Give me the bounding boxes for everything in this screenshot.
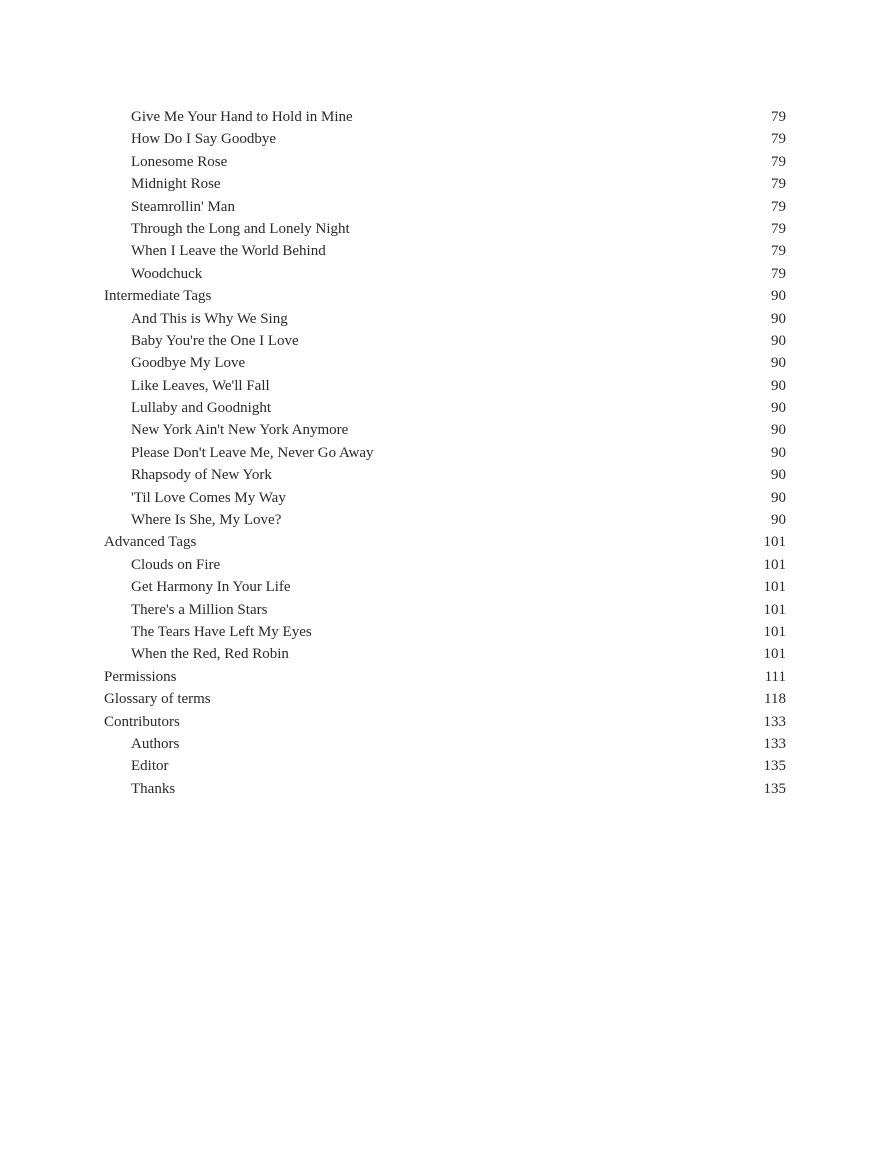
toc-entry-title: Woodchuck xyxy=(131,265,203,282)
toc-entry-page-number: 90 xyxy=(771,332,786,349)
toc-subsection-entry[interactable] xyxy=(104,330,786,352)
toc-entry-page-number: 79 xyxy=(771,220,786,237)
toc-entry-title: Give Me Your Hand to Hold in Mine xyxy=(131,109,353,125)
toc-entry-page-number: 90 xyxy=(771,310,786,327)
toc-entry-page-number: 79 xyxy=(771,198,786,215)
toc-entry-page-number: 79 xyxy=(771,265,786,282)
toc-entry-title: Through the Long and Lonely Night xyxy=(131,220,350,237)
toc-entry-page-number: 90 xyxy=(771,400,786,417)
toc-section-entry[interactable] xyxy=(104,531,786,553)
toc-entry-title: Authors xyxy=(131,735,180,752)
toc-subsection-entry[interactable] xyxy=(104,464,786,486)
toc-subsection-entry[interactable] xyxy=(104,375,786,397)
toc-entry-page-number: 111 xyxy=(764,668,786,685)
toc-entry-page-number: 90 xyxy=(771,377,786,394)
toc-subsection-entry[interactable] xyxy=(104,733,786,755)
toc-subsection-entry[interactable] xyxy=(104,196,786,218)
toc-entry-page-number: 90 xyxy=(771,467,786,484)
toc-entry-title: And This is Why We Sing xyxy=(131,310,288,327)
table-of-contents xyxy=(104,106,786,800)
toc-subsection-entry[interactable] xyxy=(104,173,786,195)
toc-entry-page-number: 133 xyxy=(763,735,786,752)
toc-entry-page-number: 79 xyxy=(771,176,786,193)
toc-entry-title: Where Is She, My Love? xyxy=(131,512,282,529)
toc-entry-title: Please Don't Leave Me, Never Go Away xyxy=(131,444,374,461)
toc-subsection-entry[interactable] xyxy=(104,397,786,419)
toc-entry-title: Lullaby and Goodnight xyxy=(131,400,271,417)
toc-subsection-entry[interactable] xyxy=(104,576,786,598)
toc-entry-title: Advanced Tags xyxy=(104,534,197,551)
toc-entry-page-number: 101 xyxy=(763,579,786,596)
toc-entry-page-number: 118 xyxy=(764,691,786,708)
toc-entry-page-number: 135 xyxy=(763,758,786,775)
toc-entry-page-number: 90 xyxy=(771,444,786,461)
toc-subsection-entry[interactable] xyxy=(104,509,786,531)
toc-entry-title: Midnight Rose xyxy=(131,176,221,193)
toc-subsection-entry[interactable] xyxy=(104,218,786,240)
toc-section-entry[interactable] xyxy=(104,666,786,688)
toc-entry-page-number: 101 xyxy=(763,556,786,573)
toc-entry-title: How Do I Say Goodbye xyxy=(131,131,276,148)
toc-entry-title: Goodbye My Love xyxy=(131,355,246,372)
toc-entry-page-number: 135 xyxy=(763,780,786,797)
toc-entry-page-number: 90 xyxy=(771,422,786,439)
toc-subsection-entry[interactable] xyxy=(104,352,786,374)
toc-subsection-entry[interactable] xyxy=(104,621,786,643)
toc-entry-page-number: 101 xyxy=(763,534,786,551)
toc-entry-page-number: 79 xyxy=(771,109,786,125)
toc-subsection-entry[interactable] xyxy=(104,643,786,665)
toc-entry-title: When I Leave the World Behind xyxy=(131,243,326,260)
toc-entry-page-number: 101 xyxy=(763,601,786,618)
toc-subsection-entry[interactable] xyxy=(104,308,786,330)
toc-entry-title: Clouds on Fire xyxy=(131,556,221,573)
toc-entry-title: Steamrollin' Man xyxy=(131,198,235,215)
toc-entry-page-number: 90 xyxy=(771,512,786,529)
toc-entry-title: Permissions xyxy=(104,668,177,685)
toc-subsection-entry[interactable] xyxy=(104,442,786,464)
toc-section-entry[interactable] xyxy=(104,285,786,307)
toc-section-entry[interactable] xyxy=(104,688,786,710)
toc-subsection-entry[interactable] xyxy=(104,487,786,509)
toc-entry-page-number: 79 xyxy=(771,153,786,170)
toc-entry-title: Glossary of terms xyxy=(104,691,211,708)
toc-subsection-entry[interactable] xyxy=(104,419,786,441)
toc-entry-page-number: 90 xyxy=(771,489,786,506)
toc-entry-title: New York Ain't New York Anymore xyxy=(131,422,349,439)
toc-entry-title: When the Red, Red Robin xyxy=(131,646,289,663)
toc-subsection-entry[interactable] xyxy=(104,128,786,150)
toc-entry-title: 'Til Love Comes My Way xyxy=(131,489,286,506)
toc-subsection-entry[interactable] xyxy=(104,599,786,621)
toc-entry-page-number: 90 xyxy=(771,288,786,305)
toc-entry-page-number: 101 xyxy=(763,623,786,640)
toc-entry-page-number: 101 xyxy=(763,646,786,663)
toc-entry-title: Rhapsody of New York xyxy=(131,467,272,484)
toc-subsection-entry[interactable] xyxy=(104,263,786,285)
toc-subsection-entry[interactable] xyxy=(104,755,786,777)
toc-entry-page-number: 79 xyxy=(771,131,786,148)
toc-section-entry[interactable] xyxy=(104,711,786,733)
toc-entry-title: Intermediate Tags xyxy=(104,288,212,305)
toc-subsection-entry[interactable] xyxy=(104,554,786,576)
toc-entry-title: Editor xyxy=(131,758,169,775)
toc-subsection-entry[interactable] xyxy=(104,106,786,128)
toc-entry-title: The Tears Have Left My Eyes xyxy=(131,623,312,640)
toc-entry-title: Thanks xyxy=(131,780,176,797)
toc-entry-page-number: 79 xyxy=(771,243,786,260)
toc-entry-title: Baby You're the One I Love xyxy=(131,332,299,349)
toc-entry-page-number: 90 xyxy=(771,355,786,372)
toc-subsection-entry[interactable] xyxy=(104,778,786,800)
toc-entry-page-number: 133 xyxy=(763,713,786,730)
toc-entry-title: Like Leaves, We'll Fall xyxy=(131,377,270,394)
toc-entry-title: Get Harmony In Your Life xyxy=(131,579,291,596)
toc-entry-title: Contributors xyxy=(104,713,180,730)
toc-subsection-entry[interactable] xyxy=(104,151,786,173)
toc-entry-title: There's a Million Stars xyxy=(131,601,268,618)
toc-entry-title: Lonesome Rose xyxy=(131,153,228,170)
toc-subsection-entry[interactable] xyxy=(104,240,786,262)
